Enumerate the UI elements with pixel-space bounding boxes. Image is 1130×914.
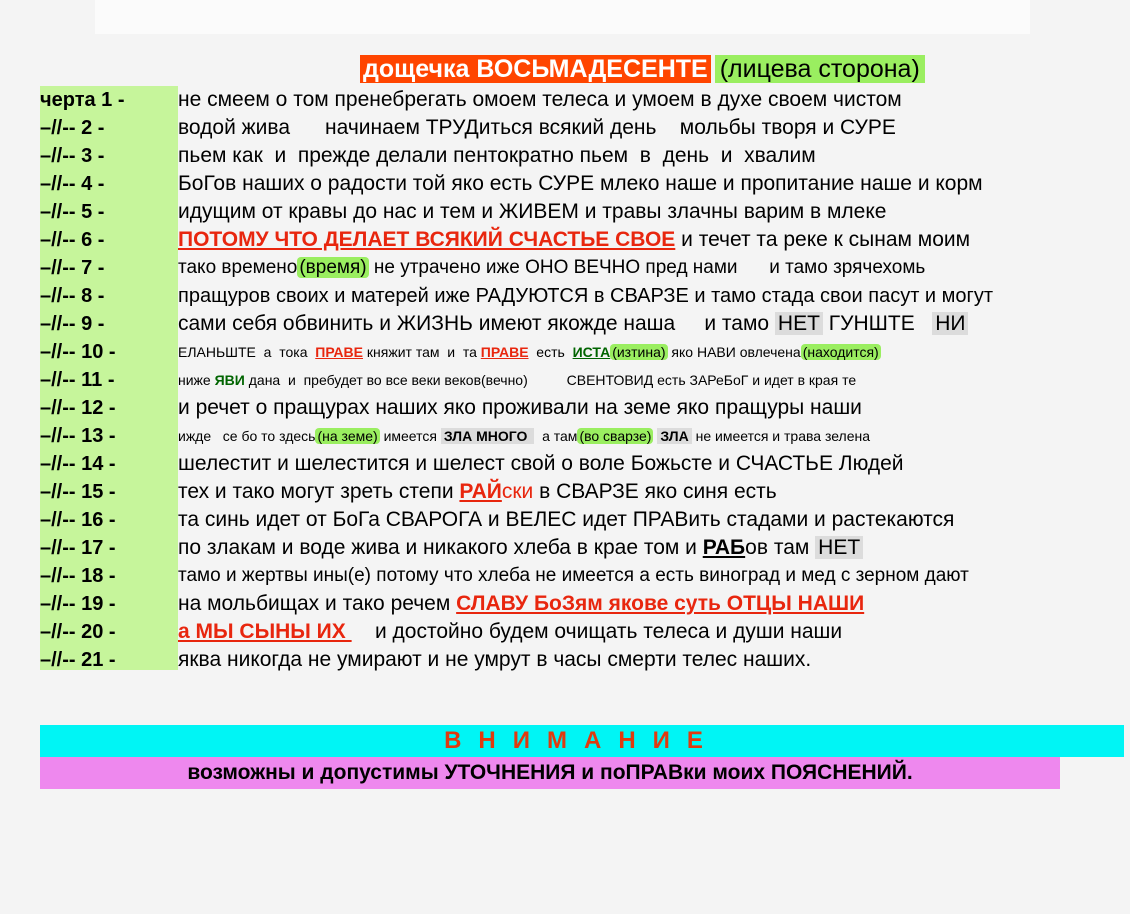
row-text-part: а там xyxy=(534,428,578,444)
row-text-part: тех и тако могут зреть степи xyxy=(178,480,460,503)
grey-highlight: НИ xyxy=(932,312,968,335)
grey-highlight: ЗЛА xyxy=(657,428,691,444)
row-text: не смеем о том пренебрегать омоем телеса и умоем в духе своем чистом xyxy=(178,88,902,111)
text-row xyxy=(40,114,896,142)
row-text: тамо и жертвы ины(е) потому что хлеба не имеется а есть виноград и мед с зерном дают xyxy=(178,565,969,586)
row-text-part: не имеется и трава зелена xyxy=(691,428,870,444)
row-text: водой жива начинаем ТРУДиться всякий день мольбы творя и СУРЕ xyxy=(178,116,896,139)
text-row xyxy=(40,170,983,198)
text-row xyxy=(40,86,902,114)
row-number: –//-- 3 - xyxy=(40,145,105,167)
title-side: (лицева сторона) xyxy=(715,55,925,83)
row-number: –//-- 4 - xyxy=(40,173,105,195)
highlighted-phrase: а МЫ СЫНЫ ИХ xyxy=(178,620,352,643)
row-text-part: не утрачено иже ОНО ВЕЧНО пред нами и тамо зрячехомь xyxy=(368,257,926,278)
row-number: –//-- 9 - xyxy=(40,313,105,335)
text-row xyxy=(40,282,993,310)
highlighted-phrase: СЛАВУ БоЗям якове суть ОТЦЫ НАШИ xyxy=(456,592,865,615)
row-number: –//-- 19 - xyxy=(40,593,116,615)
row-text-part: ниже xyxy=(178,372,215,388)
text-row xyxy=(40,226,970,254)
row-number: –//-- 7 - xyxy=(40,257,105,279)
row-text-part: по злакам и воде жива и никакого хлеба в крае том и xyxy=(178,536,703,559)
row-text xyxy=(178,534,863,562)
row-text: и речет о пращурах наших яко проживали на земе яко пращуры наши xyxy=(178,396,862,419)
highlighted-phrase: ПОТОМУ ЧТО ДЕЛАЕТ ВСЯКИЙ СЧАСТЬЕ СВОЕ xyxy=(178,228,676,251)
text-row xyxy=(40,506,954,534)
row-number: –//-- 2 - xyxy=(40,117,105,139)
text-row xyxy=(40,422,870,450)
row-number: –//-- 15 - xyxy=(40,481,116,503)
text-row xyxy=(40,254,925,282)
row-text xyxy=(178,590,864,618)
row-text-part: имеется xyxy=(379,428,441,444)
text-row xyxy=(40,562,969,590)
text-row xyxy=(40,338,881,366)
text-row xyxy=(40,590,864,618)
row-text-part: ов там xyxy=(745,536,816,559)
row-text: пращуров своих и матерей иже РАДУЮТСЯ в СВАРЗЕ и тамо стада свои пасут и могут xyxy=(178,285,993,307)
text-row xyxy=(40,366,856,394)
row-number: –//-- 17 - xyxy=(40,537,116,559)
attention-heading: ВНИМАНИЕ xyxy=(40,725,1124,757)
annotation-box: (на земе) xyxy=(317,428,378,444)
green-term: ЯВИ xyxy=(214,372,245,388)
text-row xyxy=(40,394,862,422)
row-text xyxy=(178,366,856,394)
text-row xyxy=(40,478,777,506)
text-row xyxy=(40,618,842,646)
row-text-part: и течет та реке к сынам моим xyxy=(675,228,971,251)
row-text: идущим от кравы до нас и тем и ЖИВЕМ и травы злачны варим в млеке xyxy=(178,200,887,223)
row-text: БоГов наших о радости той яко есть СУРЕ млеко наше и пропитание наше и корм xyxy=(178,172,983,195)
row-text: яква никогда не умирают и не умрут в часы смерти телес наших. xyxy=(178,648,812,671)
row-text-part: яко НАВИ овлечена xyxy=(667,344,801,360)
row-number: –//-- 18 - xyxy=(40,565,116,587)
grey-highlight: ЗЛА МНОГО xyxy=(441,428,534,444)
row-number: –//-- 13 - xyxy=(40,425,116,447)
annotation-box: (во сварзе) xyxy=(579,428,652,444)
row-text-part: ГУНШТЕ xyxy=(822,312,933,335)
text-row xyxy=(40,198,886,226)
row-text xyxy=(178,422,870,450)
row-text-part: сами себя обвинить и ЖИЗНЬ имеют якожде наша и тамо xyxy=(178,312,775,335)
underlined-term: РАБ xyxy=(702,536,746,559)
row-text xyxy=(178,618,842,646)
green-term: ИСТА xyxy=(572,344,611,360)
row-text-part: есть xyxy=(528,344,573,360)
row-text-part: ижде се бо то здесь xyxy=(178,428,316,444)
grey-highlight: НЕТ xyxy=(775,312,823,335)
row-number: –//-- 21 - xyxy=(40,649,116,671)
row-number: –//-- 16 - xyxy=(40,509,116,531)
highlighted-phrase: ПРАВЕ xyxy=(315,344,363,360)
row-text: шелестит и шелестится и шелест свой о воле Божьсте и СЧАСТЬЕ Людей xyxy=(178,452,904,475)
row-number: –//-- 11 - xyxy=(40,369,115,391)
red-suffix: ски xyxy=(501,480,534,503)
row-text-part: дана и пребудет во все веки веков(вечно) СВЕНТОВИД есть ЗАРеБоГ и идет в края те xyxy=(244,372,857,388)
top-strip xyxy=(95,0,1030,34)
row-number: –//-- 14 - xyxy=(40,453,116,475)
row-number: –//-- 5 - xyxy=(40,201,105,223)
row-number: –//-- 8 - xyxy=(40,285,105,307)
row-text xyxy=(178,226,970,254)
row-number: –//-- 6 - xyxy=(40,229,105,251)
text-row xyxy=(40,534,863,562)
row-text-part: тако времено xyxy=(178,257,298,278)
row-text-part: княжит там и та xyxy=(363,344,481,360)
text-row xyxy=(40,450,904,478)
row-text-part: в СВАРЗЕ яко синя есть xyxy=(533,480,777,503)
row-text-part: на мольбищах и тако речем xyxy=(178,592,457,615)
annotation-box: (время) xyxy=(299,257,367,278)
row-text-part: ЕЛАНЬШТЕ а тока xyxy=(178,344,316,360)
annotation-box: (изтина) xyxy=(612,344,666,360)
page-title xyxy=(360,52,925,86)
text-row xyxy=(40,142,816,170)
row-text xyxy=(178,338,881,366)
row-number: –//-- 12 - xyxy=(40,397,116,419)
grey-highlight: НЕТ xyxy=(815,536,863,559)
row-text xyxy=(178,478,777,506)
row-number: –//-- 10 - xyxy=(40,341,116,363)
row-number: –//-- 20 - xyxy=(40,621,116,643)
row-text: та синь идет от БоГа СВАРОГА и ВЕЛЕС идет ПРАВить стадами и растекаются xyxy=(178,508,955,531)
annotation-box: (находится) xyxy=(802,344,879,360)
title-main: дощечка ВОСЬМАДЕСЕНТЕ xyxy=(360,55,711,83)
attention-note: возможны и допустимы УТОЧНЕНИЯ и поПРАВки моих ПОЯСНЕНИЙ. xyxy=(40,757,1060,789)
text-row xyxy=(40,310,968,338)
row-number: черта 1 - xyxy=(40,89,125,111)
text-row xyxy=(40,646,811,674)
row-text xyxy=(178,254,925,282)
row-text-part: и достойно будем очищать телеса и души наши xyxy=(351,620,843,643)
row-text xyxy=(178,310,968,338)
highlighted-phrase: РАЙ xyxy=(459,480,502,503)
row-text: пьем как и прежде делали пентократно пьем в день и хвалим xyxy=(178,144,816,167)
highlighted-phrase: ПРАВЕ xyxy=(480,344,529,360)
